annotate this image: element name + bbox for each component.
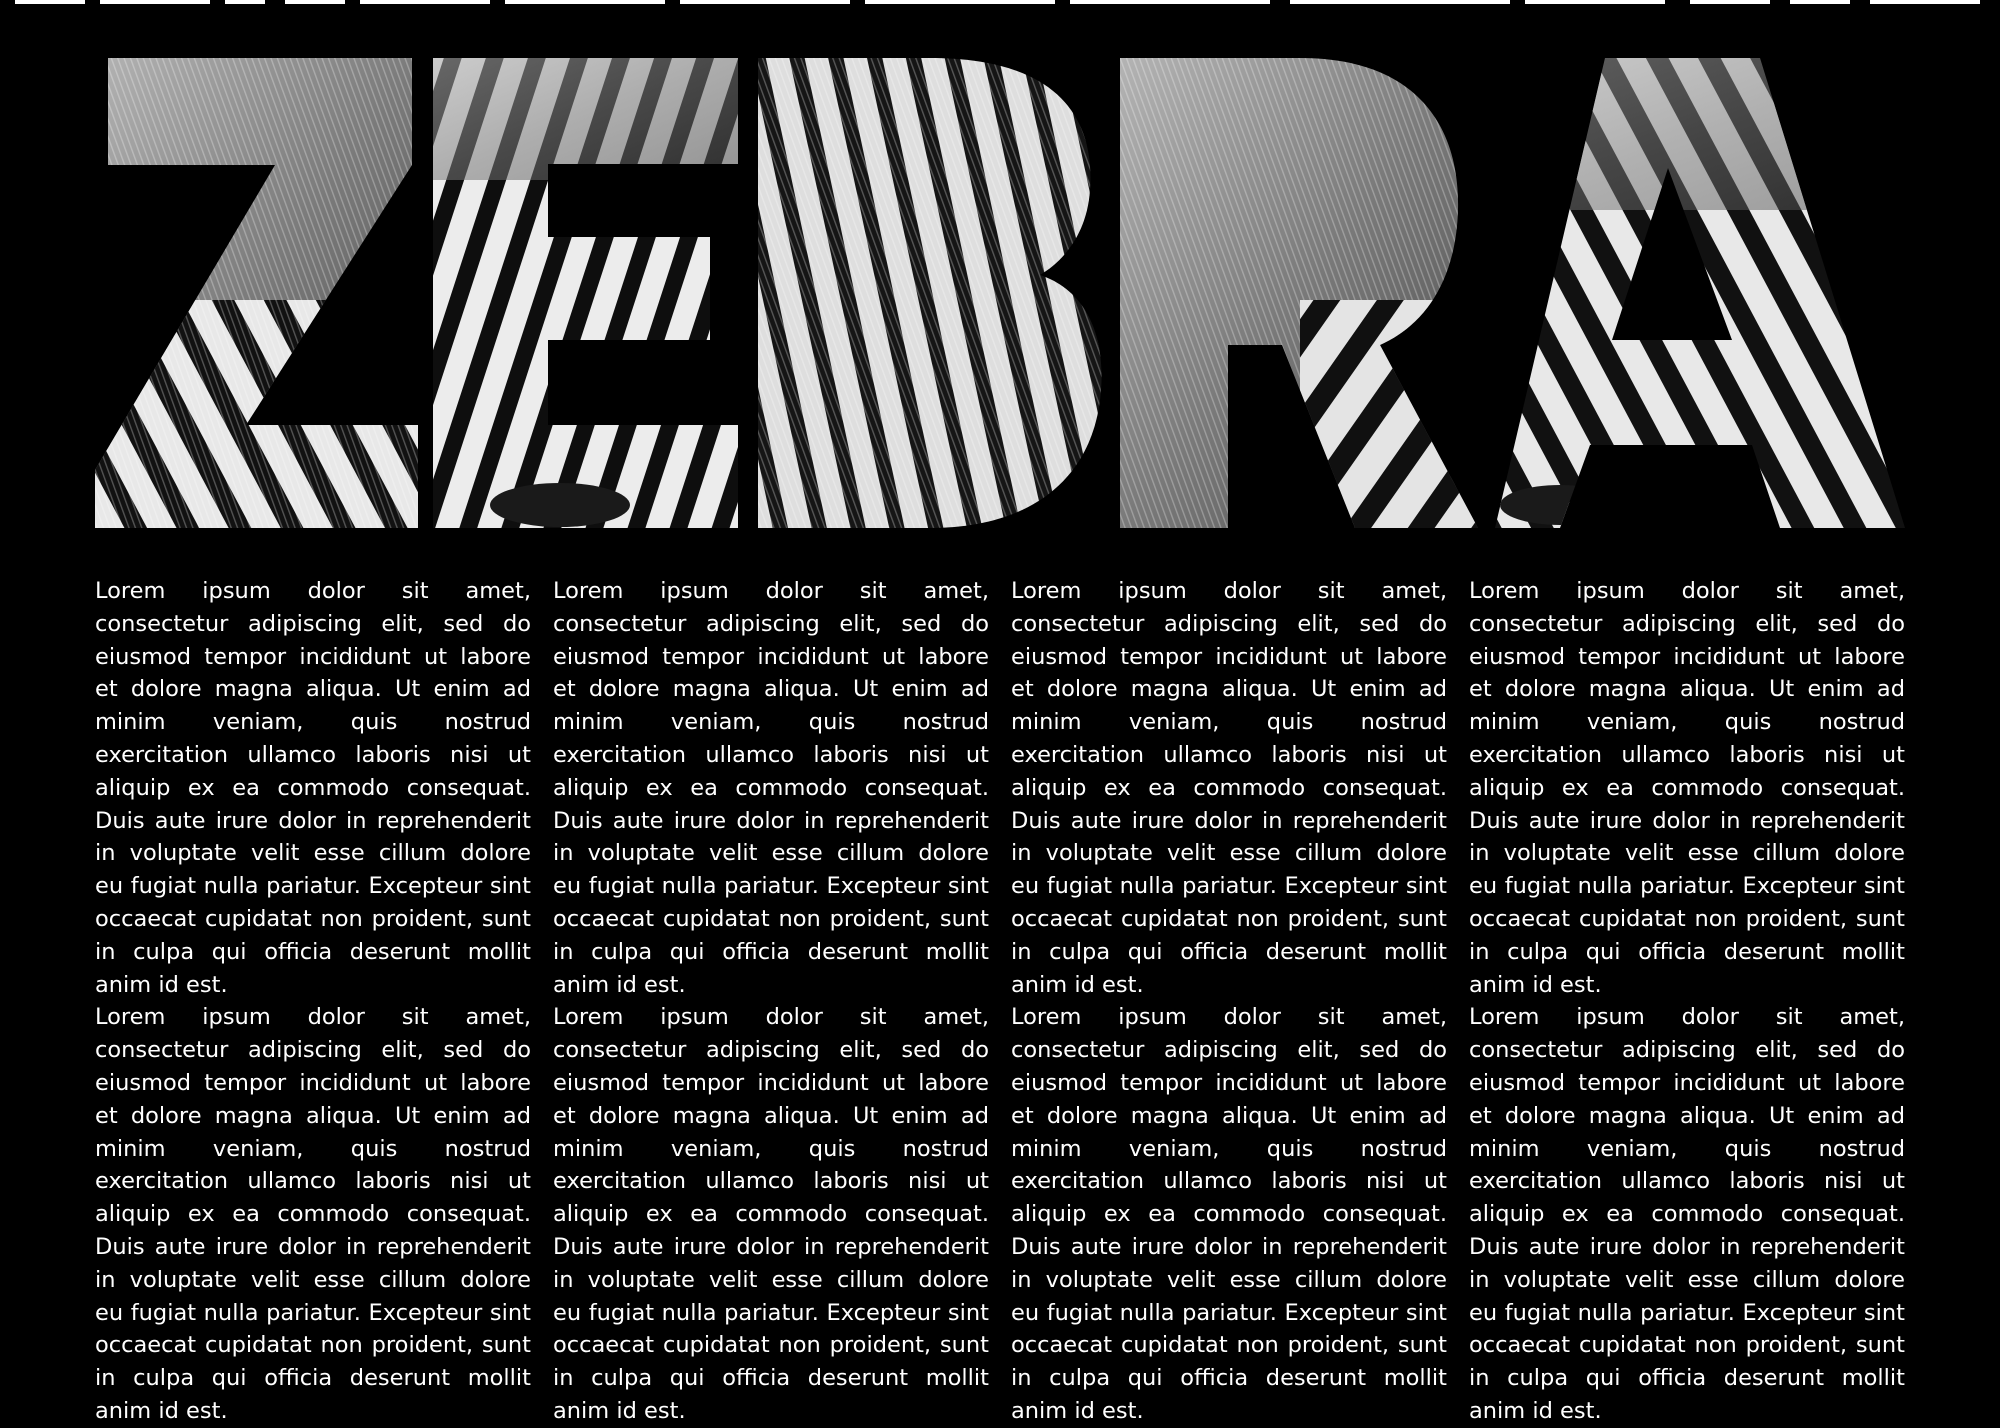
hero-title-graphic [0,0,2000,560]
letter-b [755,50,1105,530]
paragraph: Lorem ipsum dolor sit amet, consectetur adipiscing elit, sed do eiusmod tempor incididunt ut labore et dolore magna aliqua. Ut enim ad minim veniam, quis nostrud exercitation ullamco laboris nisi ut aliquip ex ea commodo consequat. Duis aute irure dolor in reprehenderit in voluptate velit esse cillum dolore eu fugiat nulla pariatur. Excepteur sint occaecat cupidatat non proident, sunt in culpa qui officia deserunt mollit anim id est. [1011,1004,1447,1424]
paragraph: Lorem ipsum dolor sit amet, consectetur adipiscing elit, sed do eiusmod tempor incididunt ut labore et dolore magna aliqua. Ut enim ad minim veniam, quis nostrud exercitation ullamco laboris nisi ut aliquip ex ea commodo consequat. Duis aute irure dolor in reprehenderit in voluptate velit esse cillum dolore eu fugiat nulla pariatur. Excepteur sint occaecat cupidatat non proident, sunt in culpa qui officia deserunt mollit anim id est. [95,578,531,998]
paragraph: Lorem ipsum dolor sit amet, consectetur adipiscing elit, sed do eiusmod tempor incididunt ut labore et dolore magna aliqua. Ut enim ad minim veniam, quis nostrud exercitation ullamco laboris nisi ut aliquip ex ea commodo consequat. Duis aute irure dolor in reprehenderit in voluptate velit esse cillum dolore eu fugiat nulla pariatur. Excepteur sint occaecat cupidatat non proident, sunt in culpa qui officia deserunt mollit anim id est. [1469,578,1905,998]
text-column-2 [553,575,989,1428]
paragraph: Lorem ipsum dolor sit amet, consectetur adipiscing elit, sed do eiusmod tempor incididunt ut labore et dolore magna aliqua. Ut enim ad minim veniam, quis nostrud exercitation ullamco laboris nisi ut aliquip ex ea commodo consequat. Duis aute irure dolor in reprehenderit in voluptate velit esse cillum dolore eu fugiat nulla pariatur. Excepteur sint occaecat cupidatat non proident, sunt in culpa qui officia deserunt mollit anim id est. [95,1004,531,1424]
letter-z [90,50,430,540]
letter-a [1490,50,1910,530]
paragraph: Lorem ipsum dolor sit amet, consectetur adipiscing elit, sed do eiusmod tempor incididunt ut labore et dolore magna aliqua. Ut enim ad minim veniam, quis nostrud exercitation ullamco laboris nisi ut aliquip ex ea commodo consequat. Duis aute irure dolor in reprehenderit in voluptate velit esse cillum dolore eu fugiat nulla pariatur. Excepteur sint occaecat cupidatat non proident, sunt in culpa qui officia deserunt mollit anim id est. [553,1004,989,1424]
letter-r [1118,50,1485,530]
text-column-4 [1469,575,1905,1428]
paragraph: Lorem ipsum dolor sit amet, consectetur adipiscing elit, sed do eiusmod tempor incididunt ut labore et dolore magna aliqua. Ut enim ad minim veniam, quis nostrud exercitation ullamco laboris nisi ut aliquip ex ea commodo consequat. Duis aute irure dolor in reprehenderit in voluptate velit esse cillum dolore eu fugiat nulla pariatur. Excepteur sint occaecat cupidatat non proident, sunt in culpa qui officia deserunt mollit anim id est. [1011,578,1447,998]
letter-e [430,50,740,530]
paragraph: Lorem ipsum dolor sit amet, consectetur adipiscing elit, sed do eiusmod tempor incididunt ut labore et dolore magna aliqua. Ut enim ad minim veniam, quis nostrud exercitation ullamco laboris nisi ut aliquip ex ea commodo consequat. Duis aute irure dolor in reprehenderit in voluptate velit esse cillum dolore eu fugiat nulla pariatur. Excepteur sint occaecat cupidatat non proident, sunt in culpa qui officia deserunt mollit anim id est. [553,578,989,998]
body-text-columns [95,575,1905,1424]
hero-title-text: ZEBRA [1000,540,1004,541]
text-column-1 [95,575,531,1428]
text-column-3 [1011,575,1447,1428]
paragraph: Lorem ipsum dolor sit amet, consectetur adipiscing elit, sed do eiusmod tempor incididunt ut labore et dolore magna aliqua. Ut enim ad minim veniam, quis nostrud exercitation ullamco laboris nisi ut aliquip ex ea commodo consequat. Duis aute irure dolor in reprehenderit in voluptate velit esse cillum dolore eu fugiat nulla pariatur. Excepteur sint occaecat cupidatat non proident, sunt in culpa qui officia deserunt mollit anim id est. [1469,1004,1905,1424]
